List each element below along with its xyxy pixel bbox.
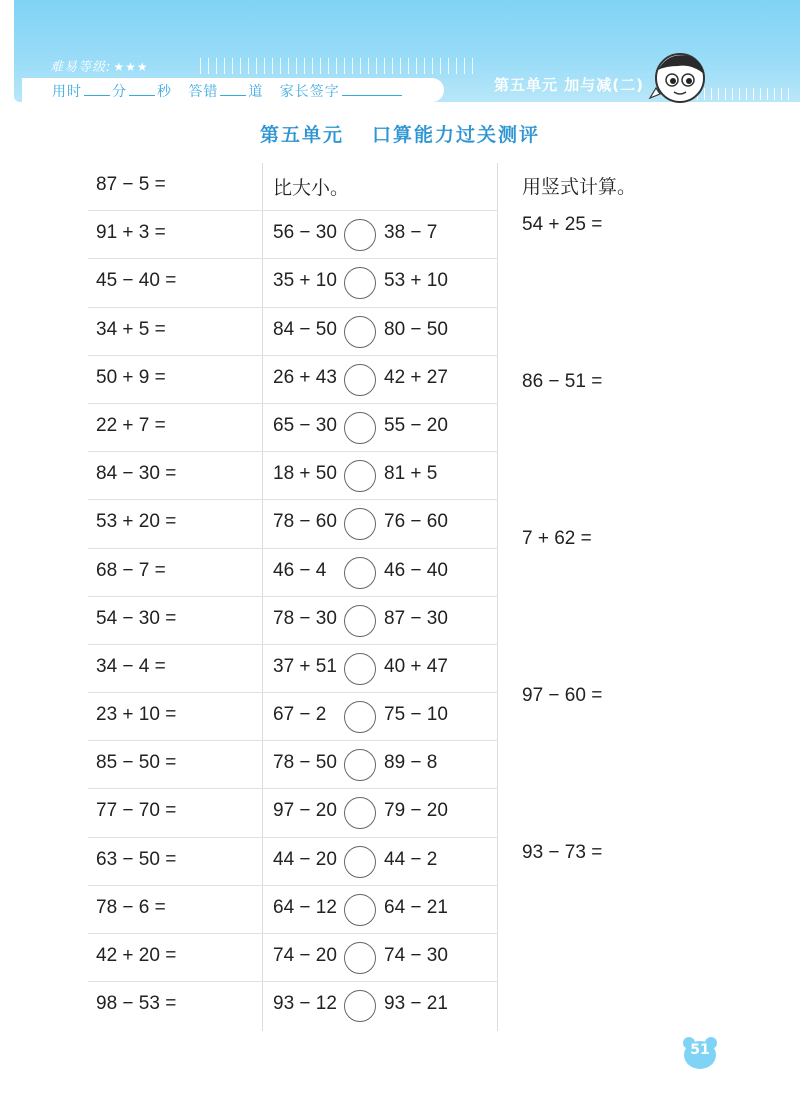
table-row: [88, 645, 498, 693]
table-row: [88, 982, 498, 1030]
compare-right: 87 − 30: [384, 607, 448, 629]
compare-left: 37 + 51: [273, 655, 337, 677]
table-row: [88, 597, 498, 645]
vertical-calc-item: 54 + 25 =: [522, 214, 603, 235]
compare-right: 64 − 21: [384, 896, 448, 918]
mental-math-item: 45 − 40 =: [96, 270, 177, 292]
minute-label: 分: [112, 84, 127, 100]
compare-right: 79 − 20: [384, 800, 448, 822]
parent-sign-blank[interactable]: [342, 84, 402, 96]
wrong-label: 答错: [188, 84, 219, 100]
compare-left: 84 − 50: [273, 318, 337, 340]
compare-left: 56 − 30: [273, 222, 337, 244]
mental-math-item: 50 + 9 =: [96, 366, 166, 388]
compare-right: 44 − 2: [384, 848, 438, 870]
exercise-table: [88, 163, 498, 1030]
compare-left: 78 − 30: [273, 607, 337, 629]
info-fields: [52, 81, 404, 101]
compare-right: 74 − 30: [384, 945, 448, 966]
table-row: [88, 404, 498, 452]
compare-left: 97 − 20: [273, 800, 337, 822]
mental-math-item: 54 − 30 =: [96, 607, 177, 629]
compare-left: 35 + 10: [273, 270, 337, 292]
compare-right: 46 − 40: [384, 559, 448, 581]
compare-right: 81 + 5: [384, 463, 438, 485]
table-row: [88, 211, 498, 259]
compare-left: 44 − 20: [273, 848, 337, 870]
compare-right: 55 − 20: [384, 414, 448, 436]
table-row: [88, 886, 498, 934]
mental-math-item: 53 + 20 =: [96, 511, 177, 533]
wrong-blank[interactable]: [220, 84, 246, 96]
mental-math-item: 87 − 5 =: [96, 174, 166, 195]
mental-math-item: 91 + 3 =: [96, 222, 166, 244]
table-row: [88, 838, 498, 886]
minute-blank[interactable]: [84, 84, 110, 96]
vertical-calc-item: 93 − 73 =: [522, 842, 603, 863]
compare-right: 38 − 7: [384, 222, 438, 244]
compare-answer-circle[interactable]: [344, 797, 376, 829]
compare-answer-circle[interactable]: [344, 460, 376, 492]
mental-math-item: 68 − 7 =: [96, 559, 166, 581]
wrong-unit: 道: [248, 84, 264, 100]
difficulty-label: 难易等级:: [50, 60, 112, 75]
compare-right: 76 − 60: [384, 511, 448, 533]
difficulty-rating: [50, 56, 149, 75]
compare-answer-circle[interactable]: [344, 605, 376, 637]
mascot-icon: [648, 48, 712, 110]
second-label: 秒: [157, 84, 172, 100]
mental-math-item: 34 − 4 =: [96, 655, 166, 677]
compare-answer-circle[interactable]: [344, 846, 376, 878]
compare-right: 40 + 47: [384, 655, 448, 677]
compare-left: 67 − 2: [273, 704, 327, 726]
table-row: [88, 741, 498, 789]
compare-title: 比大小。: [273, 177, 350, 199]
compare-answer-circle[interactable]: [344, 557, 376, 589]
compare-answer-circle[interactable]: [344, 942, 376, 974]
compare-answer-circle[interactable]: [344, 749, 376, 781]
compare-answer-circle[interactable]: [344, 894, 376, 926]
compare-right: 80 − 50: [384, 318, 448, 340]
compare-left: 74 − 20: [273, 945, 337, 966]
mental-math-item: 23 + 10 =: [96, 704, 177, 726]
page-title-unit: 第五单元: [259, 124, 344, 146]
table-row: [88, 500, 498, 548]
mental-math-item: 77 − 70 =: [96, 800, 177, 822]
page-title-sub: 口算能力过关测评: [372, 124, 541, 146]
vertical-calc-item: 97 − 60 =: [522, 685, 603, 706]
table-row: [88, 356, 498, 404]
ruler-ticks: [200, 58, 480, 74]
compare-right: 53 + 10: [384, 270, 448, 292]
table-row: [88, 308, 498, 356]
mental-math-item: 34 + 5 =: [96, 318, 166, 340]
compare-answer-circle[interactable]: [344, 267, 376, 299]
compare-left: 18 + 50: [273, 463, 337, 485]
compare-left: 64 − 12: [273, 896, 337, 918]
mental-math-item: 78 − 6 =: [96, 896, 166, 918]
parent-sign-label: 家长签字: [279, 84, 340, 100]
compare-answer-circle[interactable]: [344, 364, 376, 396]
compare-left: 26 + 43: [273, 366, 337, 388]
compare-answer-circle[interactable]: [344, 990, 376, 1022]
table-row: [88, 163, 498, 211]
vertical-calc-item: 86 − 51 =: [522, 371, 603, 392]
compare-right: 42 + 27: [384, 366, 448, 388]
mental-math-item: 22 + 7 =: [96, 414, 166, 436]
page-title: [0, 120, 800, 147]
compare-answer-circle[interactable]: [344, 316, 376, 348]
mental-math-item: 98 − 53 =: [96, 993, 177, 1015]
table-row: [88, 452, 498, 500]
mental-math-item: 63 − 50 =: [96, 848, 177, 870]
table-row: [88, 934, 498, 982]
mental-math-item: 42 + 20 =: [96, 945, 177, 966]
mental-math-item: 84 − 30 =: [96, 463, 177, 485]
second-blank[interactable]: [129, 84, 155, 96]
table-row: [88, 549, 498, 597]
unit-title: 第五单元 加与减(二): [494, 76, 644, 94]
compare-answer-circle[interactable]: [344, 508, 376, 540]
compare-left: 65 − 30: [273, 414, 337, 436]
page-number: 51: [690, 1042, 710, 1058]
compare-right: 75 − 10: [384, 704, 448, 726]
compare-right: 93 − 21: [384, 993, 448, 1015]
table-row: [88, 259, 498, 307]
compare-answer-circle[interactable]: [344, 701, 376, 733]
compare-left: 46 − 4: [273, 559, 327, 581]
vertical-calc-title: 用竖式计算。: [522, 176, 637, 198]
compare-left: 93 − 12: [273, 993, 337, 1015]
vertical-calc-item: 7 + 62 =: [522, 528, 592, 549]
compare-answer-circle[interactable]: [344, 219, 376, 251]
compare-left: 78 − 50: [273, 752, 337, 774]
compare-answer-circle[interactable]: [344, 653, 376, 685]
compare-answer-circle[interactable]: [344, 412, 376, 444]
mental-math-item: 85 − 50 =: [96, 752, 177, 774]
table-row: [88, 789, 498, 837]
compare-left: 78 − 60: [273, 511, 337, 533]
difficulty-stars: ★★★: [113, 60, 149, 74]
time-label: 用时: [52, 84, 82, 100]
table-row: [88, 693, 498, 741]
compare-right: 89 − 8: [384, 752, 438, 774]
